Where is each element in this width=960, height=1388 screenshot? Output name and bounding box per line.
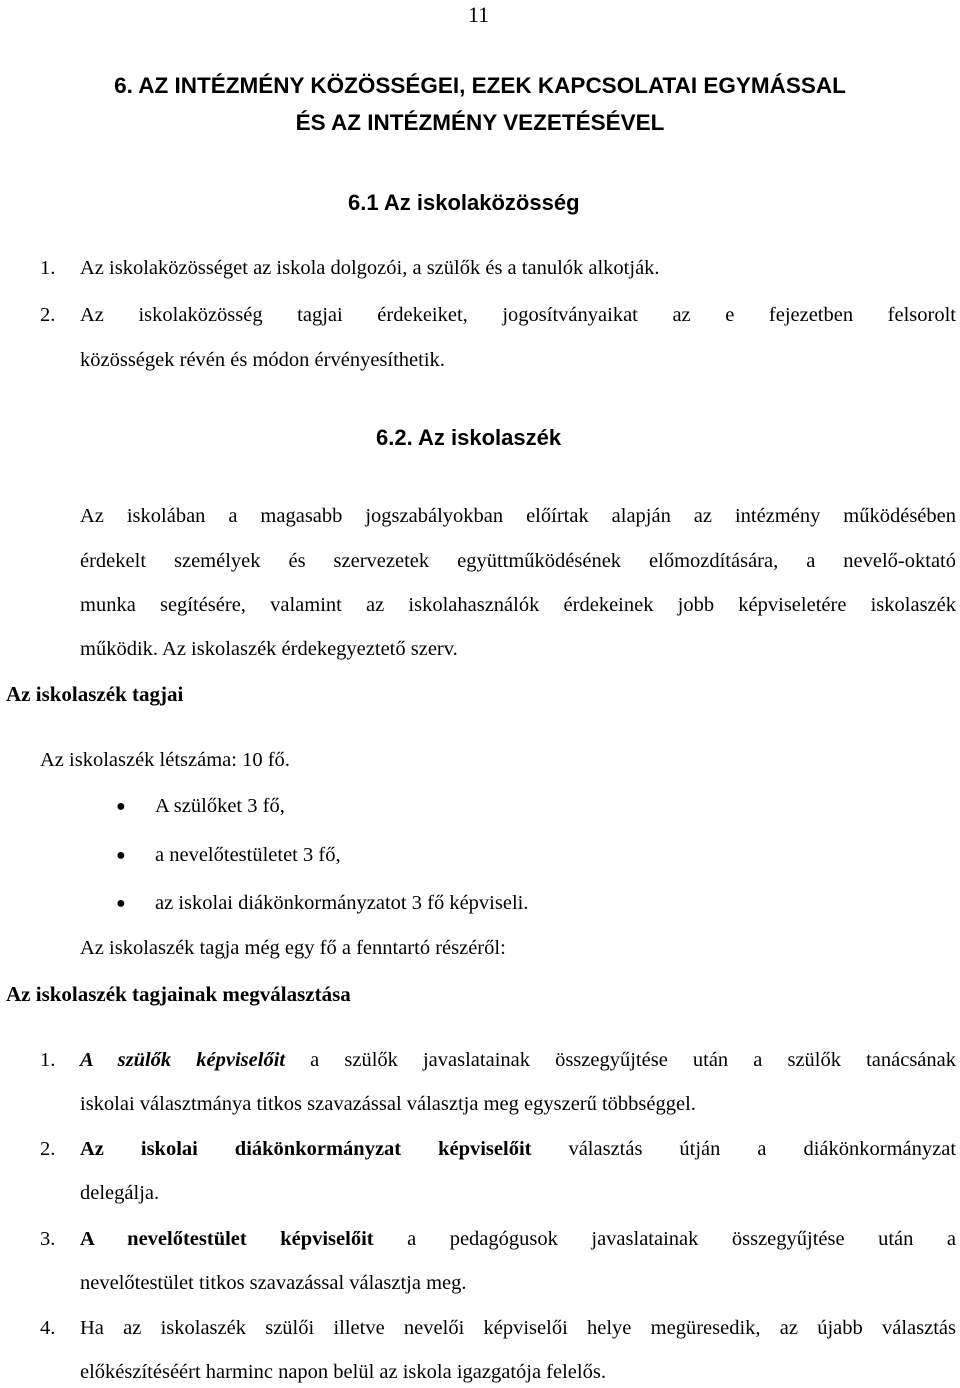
emphasis-text: Az iskolai diákönkormányzat képviselőit: [80, 1138, 532, 1160]
election-item-line-cont: iskolai választmánya titkos szavazással választja meg egyszerű többséggel.: [80, 1093, 696, 1115]
list-number: 2.: [40, 304, 56, 326]
list-number: 2.: [40, 1138, 56, 1160]
paragraph-line: Az iskolában a magasabb jogszabályokban előírtak alapján az intézmény működésében: [80, 505, 956, 527]
page-number: 11: [468, 2, 490, 27]
subheading-tagjai: Az iskolaszék tagjai: [6, 682, 184, 706]
chapter-title-line1: 6. AZ INTÉZMÉNY KÖZÖSSÉGEI, EZEK KAPCSOLATAI EGYMÁSSAL: [114, 73, 846, 98]
extra-member-text: Az iskolaszék tagja még egy fő a fenntartó részéről:: [80, 937, 506, 959]
paragraph-line: munka segítésére, valamint az iskolahasználók érdekeinek jobb képviseletére iskolaszék: [80, 594, 956, 616]
list-item-text: Az iskolaközösséget az iskola dolgozói, a szülők és a tanulók alkotják.: [80, 257, 660, 279]
election-item-line: [80, 1228, 956, 1251]
list-item-text: Az iskolaközösség tagjai érdekeiket, jogosítványaikat az e fejezetben felsorolt: [80, 304, 956, 326]
paragraph-line: működik. Az iskolaszék érdekegyeztető szerv.: [80, 638, 458, 660]
list-number: 4.: [40, 1317, 56, 1339]
section-heading-iskolakozosseg: 6.1 Az iskolaközösség: [348, 190, 580, 215]
list-item-text-cont: közösségek révén és módon érvényesíthetik.: [80, 349, 445, 371]
election-item-line-cont: előkészítéséért harminc napon belül az iskola igazgatója felelős.: [80, 1361, 606, 1383]
item-text: a pedagógusok javaslatainak összegyűjtése után a: [373, 1228, 956, 1250]
bullet-icon: ●: [116, 847, 126, 864]
bullet-icon: ●: [116, 798, 126, 815]
bullet-item: A szülőket 3 fő,: [155, 795, 285, 817]
list-number: 1.: [40, 1049, 56, 1071]
list-number: 3.: [40, 1228, 56, 1250]
election-item-line-cont: delegálja.: [80, 1182, 160, 1204]
subheading-megvalasztasa: Az iskolaszék tagjainak megválasztása: [6, 982, 351, 1006]
election-item-line-cont: nevelőtestület titkos szavazással választja meg.: [80, 1272, 467, 1294]
bullet-item: a nevelőtestületet 3 fő,: [155, 844, 341, 866]
election-item-line: [80, 1138, 956, 1161]
emphasis-text: A nevelőtestület képviselőit: [80, 1228, 374, 1250]
item-text: választás útján a diákönkormányzat: [531, 1138, 957, 1160]
list-number: 1.: [40, 257, 56, 279]
item-text: a szülők javaslatainak összegyűjtése után a szülők tanácsának: [285, 1049, 956, 1071]
bullet-icon: ●: [116, 895, 126, 912]
election-item-line: Ha az iskolaszék szülői illetve nevelői képviselői helye megüresedik, az újabb választás: [80, 1317, 956, 1339]
election-item-line: [80, 1049, 956, 1072]
bullet-item: az iskolai diákönkormányzatot 3 fő képviseli.: [155, 892, 529, 914]
member-count-text: Az iskolaszék létszáma: 10 fő.: [40, 749, 290, 771]
paragraph-line: érdekelt személyek és szervezetek együttműködésének előmozdítására, a nevelő-oktató: [80, 550, 956, 572]
emphasis-text: A szülők képviselőit: [80, 1049, 286, 1071]
section-heading-iskolaszek: 6.2. Az iskolaszék: [376, 425, 562, 450]
chapter-title-line2: ÉS AZ INTÉZMÉNY VEZETÉSÉVEL: [295, 110, 665, 135]
